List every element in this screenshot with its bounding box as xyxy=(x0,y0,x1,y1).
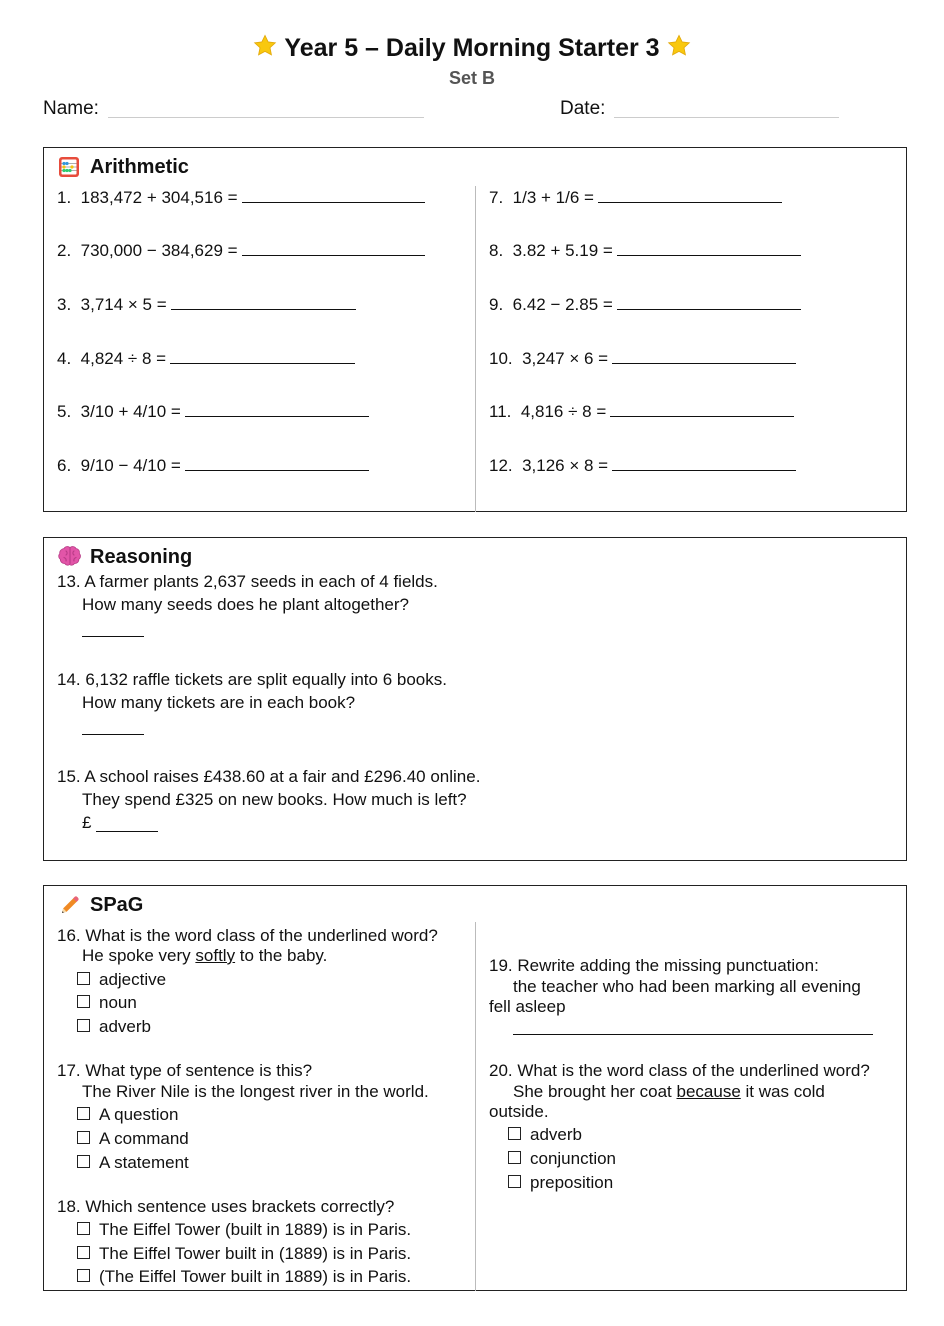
option[interactable] xyxy=(77,1153,189,1173)
checkbox[interactable] xyxy=(508,1127,521,1140)
question-text: 1/3 + 1/6 = xyxy=(512,188,594,207)
checkbox[interactable] xyxy=(77,1019,90,1032)
question-number: 2. xyxy=(57,241,72,260)
option[interactable] xyxy=(77,1129,189,1149)
option[interactable] xyxy=(77,1105,178,1125)
option-label: A statement xyxy=(99,1153,189,1172)
question-number: 6. xyxy=(57,456,72,475)
option[interactable] xyxy=(77,970,166,990)
spag-heading: SPaG xyxy=(90,894,144,916)
spag-question-16: 16. What is the word class of the underlined word? xyxy=(57,926,438,945)
arithmetic-question xyxy=(57,241,425,261)
option-label: A question xyxy=(99,1105,179,1124)
reasoning-question-15-prompt: They spend £325 on new books. How much is left? xyxy=(82,790,467,809)
question-text: 4,816 ÷ 8 = xyxy=(520,402,607,421)
answer-line[interactable] xyxy=(185,456,369,471)
answer-line[interactable] xyxy=(82,734,144,735)
question-text: 3,126 × 8 = xyxy=(522,456,609,475)
question-number: 10. xyxy=(489,349,513,368)
arithmetic-question xyxy=(57,402,369,422)
page-subtitle: Set B xyxy=(448,68,495,88)
question-number: 3. xyxy=(57,295,72,314)
question-text: 183,472 + 304,516 = xyxy=(80,188,238,207)
question-number: 1. xyxy=(57,188,72,207)
column-divider xyxy=(475,922,476,1291)
pencil-icon xyxy=(58,893,82,922)
arithmetic-heading: Arithmetic xyxy=(90,156,189,178)
question-number: 8. xyxy=(489,241,504,260)
answer-line[interactable] xyxy=(617,295,801,310)
name-field[interactable] xyxy=(108,117,424,118)
answer-line[interactable] xyxy=(171,295,356,310)
answer-line[interactable] xyxy=(170,349,355,364)
question-number: 12. xyxy=(489,456,513,475)
sentence-text: it was cold xyxy=(740,1082,825,1101)
question-number: 5. xyxy=(57,402,72,421)
arithmetic-question xyxy=(489,295,801,315)
option-label: preposition xyxy=(530,1173,614,1192)
title-text: Year 5 – Daily Morning Starter 3 xyxy=(284,34,660,62)
brain-icon xyxy=(58,545,82,572)
question-text: 3.82 + 5.19 = xyxy=(512,241,613,260)
question-text: 6.42 − 2.85 = xyxy=(512,295,613,314)
arithmetic-question xyxy=(489,402,794,422)
answer-line[interactable] xyxy=(185,402,369,417)
answer-line[interactable] xyxy=(242,188,425,203)
example-sentence: outside. xyxy=(489,1102,549,1121)
page-title xyxy=(0,33,944,66)
option-label: adverb xyxy=(99,1017,151,1036)
checkbox[interactable] xyxy=(77,972,90,985)
example-sentence xyxy=(82,946,327,966)
option-label: conjunction xyxy=(530,1149,617,1168)
checkbox[interactable] xyxy=(77,995,90,1008)
sentence-text: to the baby. xyxy=(235,946,328,965)
question-text: 9/10 − 4/10 = xyxy=(80,456,181,475)
checkbox[interactable] xyxy=(77,1246,90,1259)
option-label: adverb xyxy=(530,1125,582,1144)
checkbox[interactable] xyxy=(508,1151,521,1164)
question-text: 3,247 × 6 = xyxy=(522,349,609,368)
arithmetic-question xyxy=(489,456,796,476)
arithmetic-question xyxy=(57,295,356,315)
option[interactable] xyxy=(77,1017,151,1037)
star-icon xyxy=(666,33,692,66)
option[interactable] xyxy=(77,993,137,1013)
spag-question-18: 18. Which sentence uses brackets correctly? xyxy=(57,1197,395,1216)
answer-line[interactable] xyxy=(96,831,158,832)
name-label: Name: xyxy=(43,98,99,119)
answer-line[interactable] xyxy=(612,349,796,364)
reasoning-question-13-prompt: How many seeds does he plant altogether? xyxy=(82,595,409,614)
arithmetic-question xyxy=(57,456,369,476)
answer-line[interactable] xyxy=(513,1034,873,1035)
option[interactable] xyxy=(77,1220,411,1240)
option-label: noun xyxy=(99,993,137,1012)
arithmetic-question xyxy=(489,241,801,261)
option-label: The Eiffel Tower built in (1889) is in Paris. xyxy=(99,1244,412,1263)
sentence-text: She brought her coat xyxy=(513,1082,677,1101)
example-sentence: fell asleep xyxy=(489,997,566,1016)
arithmetic-question xyxy=(489,349,796,369)
spag-question-17: 17. What type of sentence is this? xyxy=(57,1061,313,1080)
currency-symbol: £ xyxy=(82,813,92,832)
option[interactable] xyxy=(77,1244,411,1264)
reasoning-heading: Reasoning xyxy=(90,546,193,568)
question-number: 4. xyxy=(57,349,72,368)
answer-line[interactable] xyxy=(82,636,144,637)
checkbox[interactable] xyxy=(77,1269,90,1282)
question-text: 3/10 + 4/10 = xyxy=(80,402,181,421)
question-text: 3,714 × 5 = xyxy=(80,295,167,314)
example-sentence xyxy=(513,1082,825,1102)
option-label: (The Eiffel Tower built in 1889) is in Paris. xyxy=(99,1267,412,1286)
example-sentence: The River Nile is the longest river in the world. xyxy=(82,1082,429,1101)
underlined-word: because xyxy=(676,1082,741,1101)
option[interactable] xyxy=(508,1125,582,1145)
question-number: 9. xyxy=(489,295,504,314)
date-label: Date: xyxy=(560,98,606,119)
underlined-word: softly xyxy=(195,946,236,965)
option[interactable] xyxy=(508,1173,613,1193)
answer-line[interactable] xyxy=(617,241,801,256)
reasoning-question-14: 14. 6,132 raffle tickets are split equally into 6 books. xyxy=(57,670,447,689)
checkbox[interactable] xyxy=(77,1155,90,1168)
option[interactable] xyxy=(77,1267,411,1287)
date-field[interactable] xyxy=(614,117,839,118)
abacus-icon xyxy=(58,156,80,183)
checkbox[interactable] xyxy=(508,1175,521,1188)
question-text: 4,824 ÷ 8 = xyxy=(80,349,167,368)
spag-question-20: 20. What is the word class of the underlined word? xyxy=(489,1061,870,1080)
answer-line[interactable] xyxy=(610,402,794,417)
question-number: 7. xyxy=(489,188,504,207)
star-icon xyxy=(252,33,278,66)
option-label: adjective xyxy=(99,970,167,989)
checkbox[interactable] xyxy=(77,1131,90,1144)
arithmetic-question xyxy=(489,188,782,208)
answer-line[interactable] xyxy=(612,456,796,471)
checkbox[interactable] xyxy=(77,1107,90,1120)
checkbox[interactable] xyxy=(77,1222,90,1235)
reasoning-question-13: 13. A farmer plants 2,637 seeds in each of 4 fields. xyxy=(57,572,438,591)
question-text: 730,000 − 384,629 = xyxy=(80,241,238,260)
column-divider xyxy=(475,186,476,512)
arithmetic-question xyxy=(57,188,425,208)
example-sentence: the teacher who had been marking all evening xyxy=(513,977,861,996)
arithmetic-question xyxy=(57,349,355,369)
answer-line[interactable] xyxy=(598,188,782,203)
reasoning-question-14-prompt: How many tickets are in each book? xyxy=(82,693,356,712)
option[interactable] xyxy=(508,1149,616,1169)
question-number: 11. xyxy=(489,402,512,421)
spag-question-19: 19. Rewrite adding the missing punctuation: xyxy=(489,956,819,975)
answer-line[interactable] xyxy=(242,241,425,256)
sentence-text: He spoke very xyxy=(82,946,196,965)
option-label: A command xyxy=(99,1129,189,1148)
reasoning-question-15: 15. A school raises £438.60 at a fair and £296.40 online. xyxy=(57,767,481,786)
option-label: The Eiffel Tower (built in 1889) is in Paris. xyxy=(99,1220,412,1239)
